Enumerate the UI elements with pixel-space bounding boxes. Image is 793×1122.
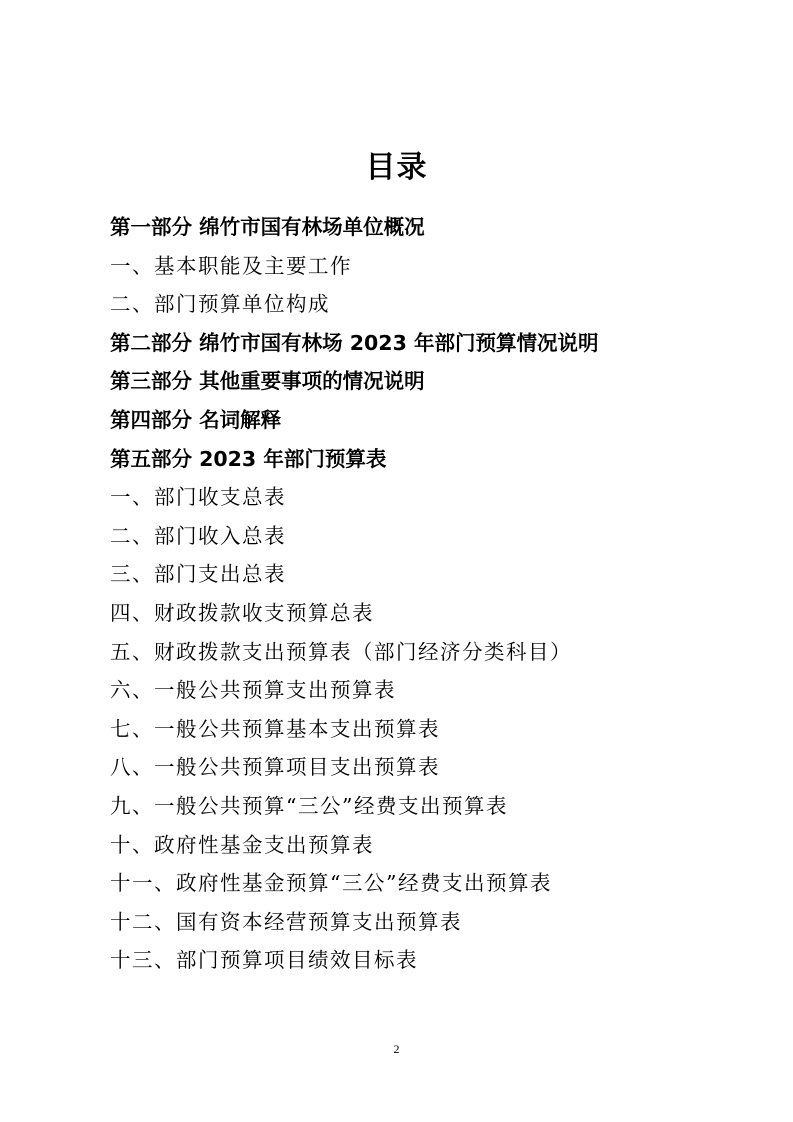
toc-item: 第四部分 名词解释 xyxy=(110,407,282,432)
page-title: 目录 xyxy=(365,150,428,185)
toc-item: 五、财政拨款支出预算表（部门经济分类科目） xyxy=(110,639,572,664)
toc-item: 六、一般公共预算支出预算表 xyxy=(110,678,396,703)
toc-item: 第一部分 绵竹市国有林场单位概况 xyxy=(110,215,425,239)
toc-item: 一、部门收支总表 xyxy=(110,485,286,510)
toc-item: 十三、部门预算项目绩效目标表 xyxy=(110,948,418,973)
toc-item: 十、政府性基金支出预算表 xyxy=(110,832,374,857)
toc-item: 一、基本职能及主要工作 xyxy=(110,253,352,278)
toc-item: 九、一般公共预算“三公”经费支出预算表 xyxy=(110,793,508,818)
toc-item: 二、部门预算单位构成 xyxy=(110,292,330,317)
toc-item: 第二部分 绵竹市国有林场 2023 年部门预算情况说明 xyxy=(110,330,599,355)
table-of-contents xyxy=(110,208,770,980)
toc-item: 十二、国有资本经营预算支出预算表 xyxy=(110,909,462,934)
toc-item: 十一、政府性基金预算“三公”经费支出预算表 xyxy=(110,871,552,896)
toc-item: 三、部门支出总表 xyxy=(110,562,286,587)
toc-item: 四、财政拨款收支预算总表 xyxy=(110,600,374,625)
toc-item: 二、部门收入总表 xyxy=(110,523,286,548)
toc-item: 八、一般公共预算项目支出预算表 xyxy=(110,755,440,780)
toc-item: 第三部分 其他重要事项的情况说明 xyxy=(110,369,425,394)
toc-item: 第五部分 2023 年部门预算表 xyxy=(110,446,387,471)
page-number: 2 xyxy=(393,1042,400,1056)
toc-item: 七、一般公共预算基本支出预算表 xyxy=(110,716,440,741)
